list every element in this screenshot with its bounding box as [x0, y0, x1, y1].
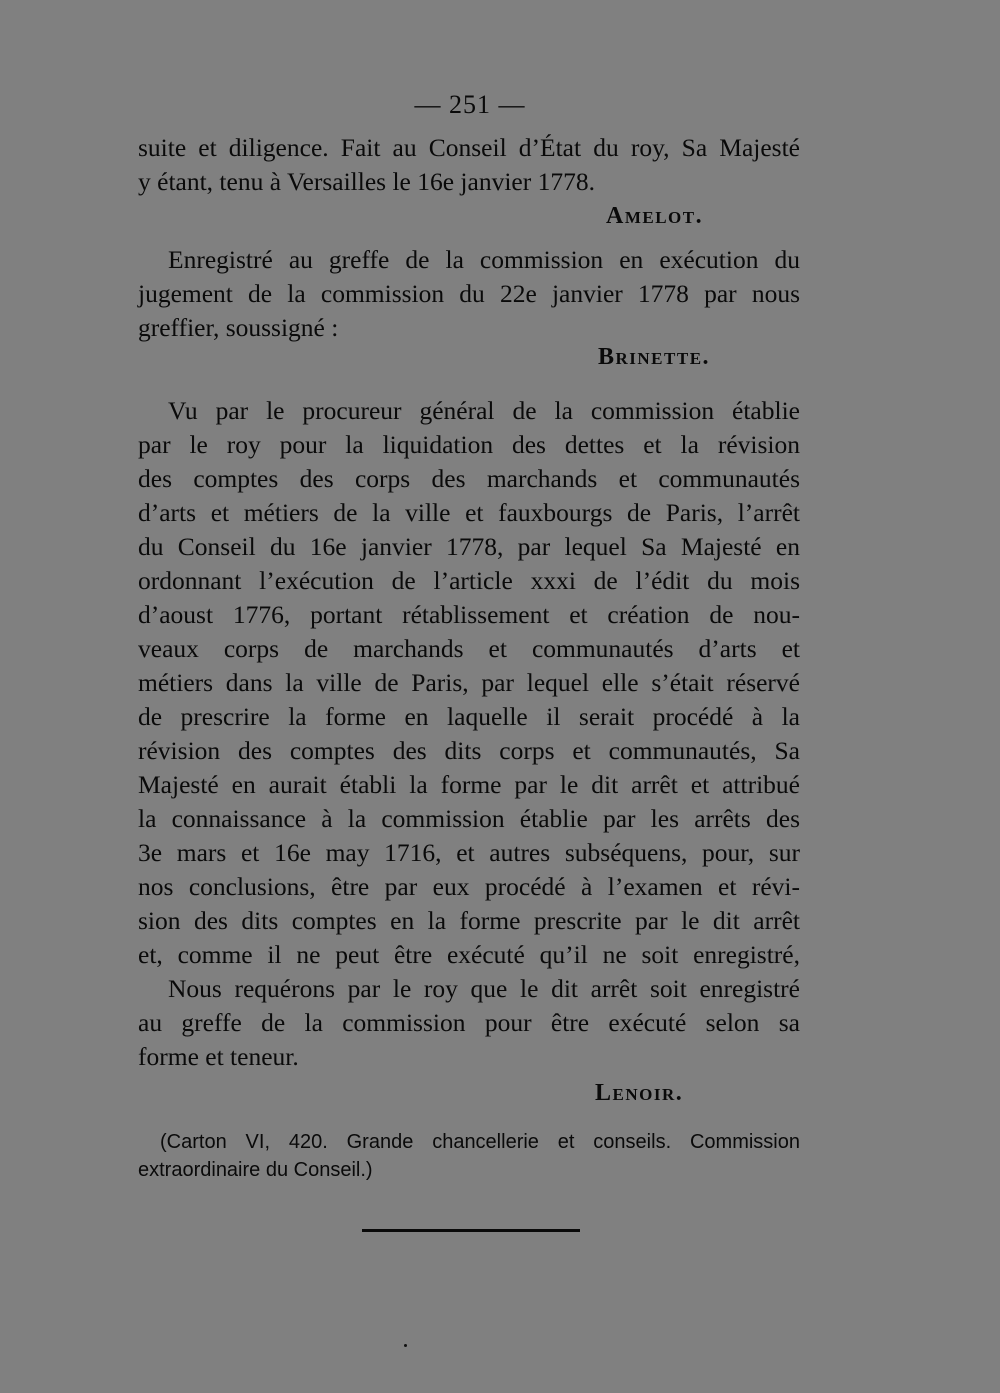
paragraph-closing-decree — [138, 131, 800, 199]
text-line: forme et teneur. — [138, 1042, 299, 1071]
text-line: d’aoust 1776, portant rétablissement et création de nou- — [138, 600, 800, 629]
text-line: nos conclusions, être par eux procédé à l’examen et révi- — [138, 872, 800, 901]
text-line: veaux corps de marchands et communautés d’arts et — [138, 634, 800, 663]
text-line: métiers dans la ville de Paris, par lequel elle s’était réservé — [138, 668, 800, 697]
text-line: greffier, soussigné : — [138, 313, 339, 342]
end-rule — [362, 1229, 580, 1232]
signature-lenoir: Lenoir. — [595, 1080, 684, 1106]
text-line: Enregistré au greffe de la commission en exécution du — [168, 245, 800, 274]
text-line: par le roy pour la liquidation des dettes et la révision — [138, 430, 800, 459]
text-line: de prescrire la forme en laquelle il serait procédé à la — [138, 702, 800, 731]
text-line: suite et diligence. Fait au Conseil d’État du roy, Sa Majesté — [138, 133, 800, 162]
text-line: révision des comptes des dits corps et communautés, Sa — [138, 736, 800, 765]
text-line: y étant, tenu à Versailles le 16e janvier 1778. — [138, 167, 595, 196]
text-line: Majesté en aurait établi la forme par le dit arrêt et attribué — [138, 770, 800, 799]
text-line: des comptes des corps des marchands et communautés — [138, 464, 800, 493]
text-line: Nous requérons par le roy que le dit arrêt soit enregistré — [168, 974, 800, 1003]
paragraph-registration — [138, 243, 800, 345]
text-line: la connaissance à la commission établie par les arrêts des — [138, 804, 800, 833]
source-note — [138, 1128, 800, 1184]
text-line: sion des dits comptes en la forme prescrite par le dit arrêt — [138, 906, 800, 935]
text-line: d’arts et métiers de la ville et fauxbourgs de Paris, l’arrêt — [138, 498, 800, 527]
text-line: jugement de la commission du 22e janvier 1778 par nous — [138, 279, 800, 308]
text-line: et, comme il ne peut être exécuté qu’il ne soit enregistré, — [138, 940, 800, 969]
signature-brinette: Brinette. — [598, 344, 711, 370]
text-line: 3e mars et 16e may 1716, et autres subséquens, pour, sur — [138, 838, 800, 867]
ink-speck — [404, 1344, 407, 1347]
note-line: (Carton VI, 420. Grande chancellerie et conseils. Commission — [160, 1131, 800, 1153]
page-number: — 251 — — [414, 90, 526, 119]
text-line: Vu par le procureur général de la commission établie — [168, 396, 800, 425]
text-line: du Conseil du 16e janvier 1778, par lequel Sa Majesté en — [138, 532, 800, 561]
note-line: extraordinaire du Conseil.) — [138, 1159, 373, 1181]
signature-amelot: Amelot. — [606, 203, 704, 229]
paragraph-procureur — [138, 394, 800, 1074]
text-line: au greffe de la commission pour être exécuté selon sa — [138, 1008, 800, 1037]
text-line: ordonnant l’exécution de l’article xxxi de l’édit du mois — [138, 566, 800, 595]
